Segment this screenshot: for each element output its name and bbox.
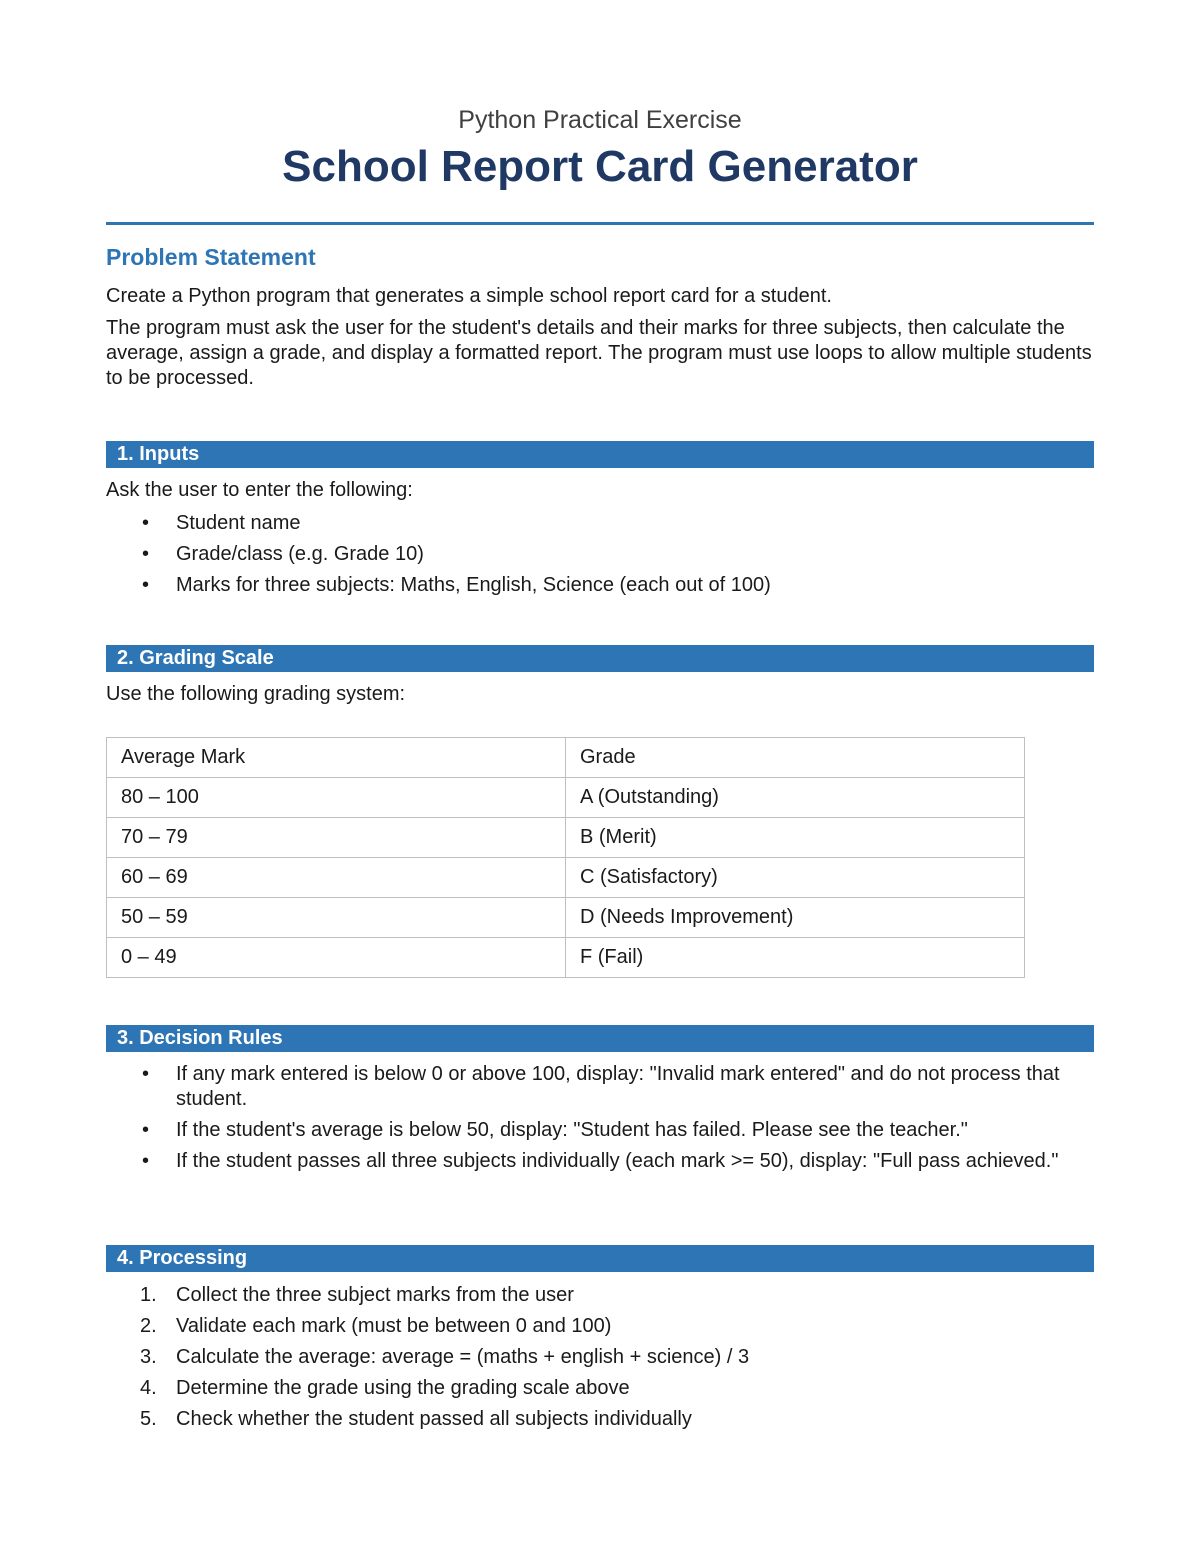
table-row (107, 778, 1025, 818)
step-number: 4. (140, 1377, 157, 1399)
grading-table (106, 737, 1025, 978)
step-number: 5. (140, 1408, 157, 1430)
section-header-decision-rules (106, 1025, 1094, 1052)
document-title: School Report Card Generator (282, 142, 918, 191)
list-item: • Grade/class (e.g. Grade 10) (142, 543, 424, 565)
section-header-inputs (106, 441, 1094, 468)
column-header: Grade (566, 738, 1025, 778)
section-title-inputs: 1. Inputs (117, 443, 200, 465)
table-cell: F (Fail) (566, 938, 1025, 978)
problem-paragraph-1: Create a Python program that generates a simple school report card for a student. (106, 285, 832, 307)
list-item: • Marks for three subjects: Maths, English, Science (each out of 100) (142, 574, 771, 596)
section-header-grading-scale (106, 645, 1094, 672)
processing-steps (106, 1283, 1096, 1432)
bullet-icon: • (142, 1150, 150, 1172)
list-item: • If the student's average is below 50, display: "Student has failed. Please see the teacher." (142, 1119, 968, 1141)
rules-list (106, 1062, 1096, 1174)
step-number: 1. (140, 1284, 157, 1306)
table-cell: D (Needs Improvement) (566, 898, 1025, 938)
problem-paragraph-2: The program must ask the user for the student's details and their marks for three subjects, then calculate the average, assign a grade, and display a formatted report. The program must use loops to allow multiple students to be processed. (106, 317, 1092, 389)
table-cell: 70 – 79 (107, 818, 566, 858)
bullet-icon: • (142, 574, 150, 596)
list-item: 1. Collect the three subject marks from the user (140, 1284, 574, 1306)
document-subtitle: Python Practical Exercise (458, 106, 742, 134)
problem-statement-heading: Problem Statement (106, 244, 316, 270)
list-item: • Student name (142, 512, 301, 534)
section-title-grading-scale: 2. Grading Scale (117, 647, 274, 669)
list-item: • If any mark entered is below 0 or above 100, display: "Invalid mark entered" and do not process that student. (142, 1063, 1060, 1110)
column-header: Average Mark (107, 738, 566, 778)
title-divider (106, 222, 1094, 225)
table-row (107, 898, 1025, 938)
list-item: • If the student passes all three subjects individually (each mark >= 50), display: "Full pass achieved." (142, 1150, 1059, 1172)
bullet-icon: • (142, 512, 150, 534)
step-number: 2. (140, 1315, 157, 1337)
table-cell: C (Satisfactory) (566, 858, 1025, 898)
table-cell: 50 – 59 (107, 898, 566, 938)
table-row (107, 938, 1025, 978)
table-header-row (107, 738, 1025, 778)
bullet-icon: • (142, 543, 150, 565)
list-item: 2. Validate each mark (must be between 0 and 100) (140, 1315, 612, 1337)
list-item: 4. Determine the grade using the grading scale above (140, 1377, 630, 1399)
table-row (107, 818, 1025, 858)
table-row (107, 858, 1025, 898)
section-title-decision-rules: 3. Decision Rules (117, 1027, 283, 1049)
table-cell: B (Merit) (566, 818, 1025, 858)
bullet-icon: • (142, 1063, 150, 1085)
table-cell: 60 – 69 (107, 858, 566, 898)
bullet-icon: • (142, 1119, 150, 1141)
table-cell: 0 – 49 (107, 938, 566, 978)
step-number: 3. (140, 1346, 157, 1368)
grading-intro: Use the following grading system: (106, 683, 406, 705)
section-header-processing (106, 1245, 1094, 1272)
table-cell: 80 – 100 (107, 778, 566, 818)
list-item: 5. Check whether the student passed all subjects individually (140, 1408, 692, 1430)
inputs-list (106, 511, 1096, 598)
section-title-processing: 4. Processing (117, 1247, 248, 1269)
inputs-intro: Ask the user to enter the following: (106, 479, 413, 501)
table-cell: A (Outstanding) (566, 778, 1025, 818)
list-item: 3. Calculate the average: average = (maths + english + science) / 3 (140, 1346, 750, 1368)
